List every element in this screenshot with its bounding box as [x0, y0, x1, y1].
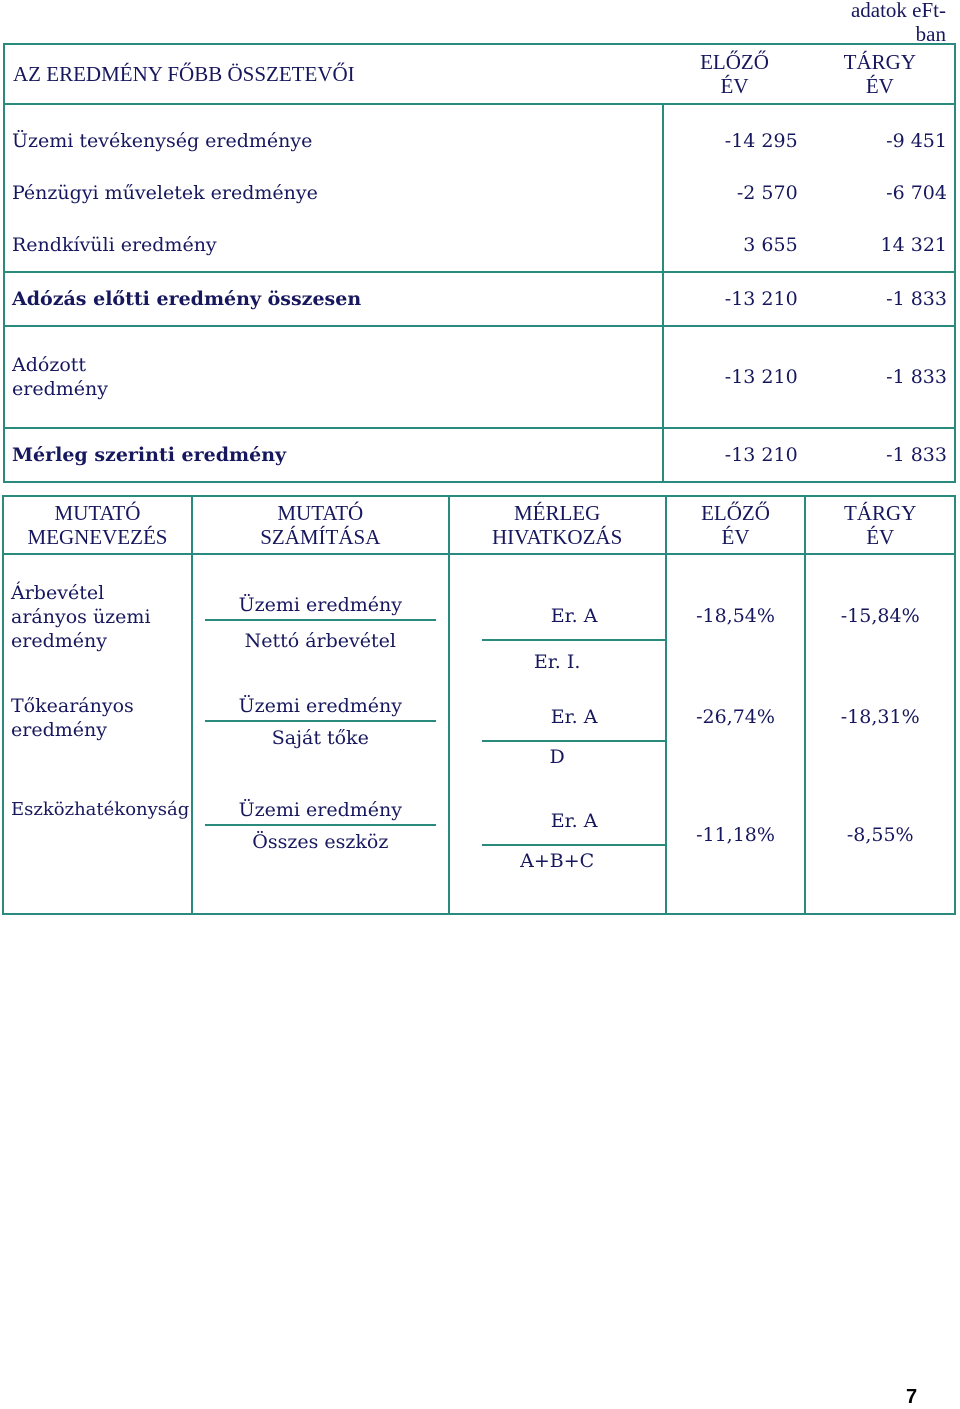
- summary-row-prev: -2 570: [663, 167, 805, 219]
- unit-note: adatok eFt-ban: [850, 0, 946, 46]
- indicator-name: Árbevétel arányos üzemi eredmény: [3, 554, 192, 682]
- indicator-row: [3, 554, 955, 682]
- summary-row: [4, 428, 955, 482]
- indicator-reference: [449, 554, 666, 682]
- formula-numerator: Üzemi eredmény: [205, 694, 436, 722]
- indicator-name: Tőkearányos eredmény: [3, 682, 192, 786]
- summary-row-label: Üzemi tevékenység eredménye: [4, 115, 663, 167]
- ref-numerator: Er. A: [482, 810, 667, 846]
- summary-row-label: Adózás előtti eredmény összesen: [4, 272, 663, 326]
- summary-row-label: Adózott eredmény: [4, 326, 663, 428]
- indicators-table: [2, 495, 956, 915]
- summary-row-curr: -1 833: [806, 428, 955, 482]
- header-prev: ELŐZŐ ÉV: [666, 496, 806, 554]
- indicator-formula: [192, 682, 449, 786]
- ref-numerator: Er. A: [482, 706, 667, 742]
- summary-row-curr: -1 833: [806, 326, 955, 428]
- indicator-row: [3, 786, 955, 914]
- indicator-name: Eszközhatékonyság: [3, 786, 192, 914]
- formula-numerator: Üzemi eredmény: [205, 593, 436, 621]
- summary-title: AZ EREDMÉNY FŐBB ÖSSZETEVŐI: [4, 44, 663, 104]
- summary-row-curr: -1 833: [806, 272, 955, 326]
- summary-row: [4, 272, 955, 326]
- indicator-prev: -11,18%: [666, 786, 806, 914]
- formula-denominator: Összes eszköz: [252, 831, 389, 853]
- formula-numerator: Üzemi eredmény: [205, 798, 436, 826]
- header-name: MUTATÓ MEGNEVEZÉS: [3, 496, 192, 554]
- ref-denominator: D: [549, 746, 565, 768]
- summary-row-prev: -13 210: [663, 272, 805, 326]
- summary-row-label: Pénzügyi műveletek eredménye: [4, 167, 663, 219]
- indicator-reference: [449, 786, 666, 914]
- summary-row-prev: -14 295: [663, 115, 805, 167]
- indicator-curr: -18,31%: [840, 706, 920, 728]
- header-calc: MUTATÓ SZÁMÍTÁSA: [192, 496, 449, 554]
- summary-row-prev: 3 655: [663, 219, 805, 272]
- summary-row-label: Mérleg szerinti eredmény: [4, 428, 663, 482]
- indicator-prev: -18,54%: [666, 554, 806, 682]
- summary-row-prev: -13 210: [663, 326, 805, 428]
- ref-denominator: Er. I.: [533, 651, 581, 673]
- summary-row-curr: -9 451: [806, 115, 955, 167]
- indicator-row: [3, 682, 955, 786]
- summary-col-prev: ELŐZŐ ÉV: [663, 44, 805, 104]
- indicator-curr: -8,55%: [846, 824, 914, 846]
- summary-row: [4, 326, 955, 428]
- header-curr: TÁRGY ÉV: [805, 496, 955, 554]
- summary-row-curr: -6 704: [806, 167, 955, 219]
- indicator-prev: -26,74%: [666, 682, 806, 786]
- header-ref: MÉRLEG HIVATKOZÁS: [449, 496, 666, 554]
- indicator-curr: -15,84%: [840, 605, 920, 627]
- summary-row-prev: -13 210: [663, 428, 805, 482]
- summary-row-label: Rendkívüli eredmény: [4, 219, 663, 272]
- indicator-formula: [192, 554, 449, 682]
- summary-col-curr: TÁRGY ÉV: [806, 44, 955, 104]
- formula-denominator: Saját tőke: [271, 727, 369, 749]
- summary-header-row: [4, 44, 955, 104]
- indicator-formula: [192, 786, 449, 914]
- indicator-reference: [449, 682, 666, 786]
- ref-numerator: Er. A: [482, 605, 667, 641]
- summary-row: [4, 167, 955, 219]
- page-number: 7: [906, 1386, 918, 1408]
- indicators-header-row: [3, 496, 955, 554]
- summary-row: [4, 115, 955, 167]
- summary-row-curr: 14 321: [806, 219, 955, 272]
- formula-denominator: Nettó árbevétel: [244, 630, 396, 652]
- summary-row: [4, 219, 955, 272]
- ref-denominator: A+B+C: [520, 850, 595, 872]
- summary-table: [3, 43, 956, 483]
